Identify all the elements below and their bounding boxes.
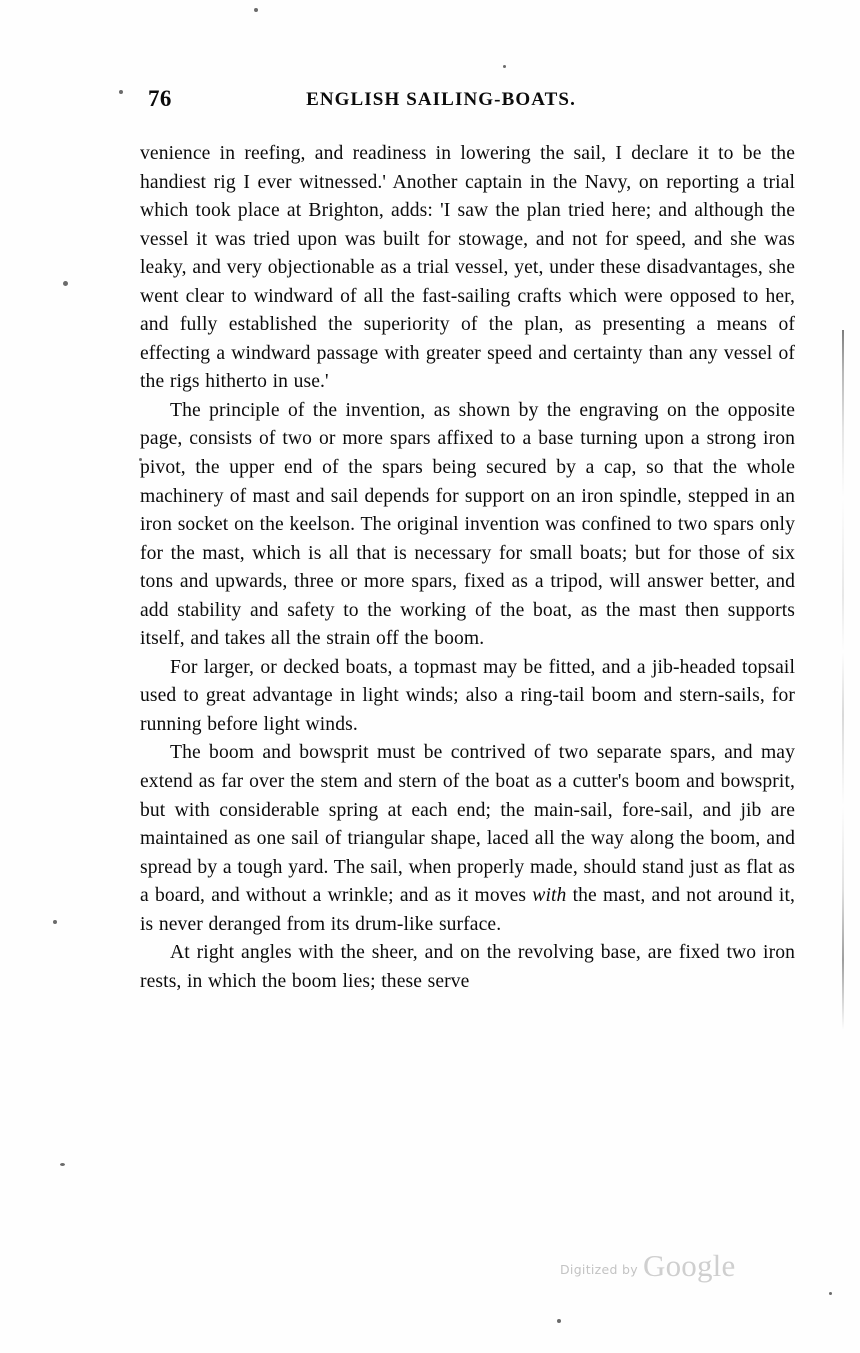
emphasized-word: with [532,885,567,907]
scan-speck [503,65,506,68]
paragraph-right-angles-sheer: At right angles with the sheer, and on the revolving base, are fixed two iron rests, in which the boom lies; these serve [140,942,795,992]
page-number: 76 [148,86,172,111]
running-head [0,84,860,114]
watermark-prefix: Digitized by [560,1262,638,1277]
scan-speck [53,920,57,924]
digitization-watermark [560,1248,760,1292]
paragraph-boom-and-bowsprit [140,739,795,939]
scan-edge-artifact [842,330,844,1030]
scan-speck [63,281,68,286]
paragraph-text-before-italic: The boom and bowsprit must be contrived of two separate spars, and may extend as far over the stem and stern of the boat as a cutter's boom and bowsprit, but with considerable spring at each end; the main-sail, fore-sail, and jib are maintained as one sail of triangular shape, laced all the way along the boom, and spread by a tough yard. The sail, when properly made, should stand just as flat as a board, and without a wrinkle; and as it moves [140,742,795,907]
paragraph-quotation-continued: venience in reefing, and readiness in lowering the sail, I declare it to be the handiest rig I ever witnessed.' Another captain in the Navy, on reporting a trial which took place at Brighton, adds: 'I saw the plan tried here; and although the vessel it was tried upon was built for stowage, and not for speed, and she was leaky, and very objectionable as a trial vessel, yet, under these disadvantages, she went clear to windward of all the fast-sailing crafts which were opposed to her, and fully established the superiority of the plan, as presenting a means of effecting a windward passage with greater speed and certainty than any vessel of the rigs hitherto in use.' [140,143,795,393]
paragraph-larger-decked-boats: For larger, or decked boats, a topmast may be fitted, and a jib-headed topsail used to great advantage in light winds; also a ring-tail boom and stern-sails, for running before light winds. [140,656,795,735]
running-head-title: ENGLISH SAILING-BOATS. [306,89,576,110]
scan-speck [557,1319,561,1323]
body-text-block [140,140,795,996]
scan-speck [254,8,258,12]
paragraph-principle-of-invention: The principle of the invention, as shown by the engraving on the opposite page, consists of two or more spars affixed to a base turning upon a strong iron pivot, the upper end of the spars being secured by a cap, so that the whole machinery of mast and sail depends for support on an iron spindle, stepped in an iron socket on the keelson. The original invention was confined to two spars only for the mast, which is all that is necessary for small boats; but for those of six tons and upwards, three or more spars, fixed as a tripod, will answer better, and add stability and safety to the working of the boat, as the mast then supports itself, and takes all the strain off the boom. [140,399,795,650]
paragraph-text-after-italic: the mast, and not around it, is never deranged from its drum-like surface. [140,885,795,935]
scan-speck [60,1163,65,1166]
scan-speck [829,1292,832,1295]
watermark-brand: Google [642,1248,736,1283]
